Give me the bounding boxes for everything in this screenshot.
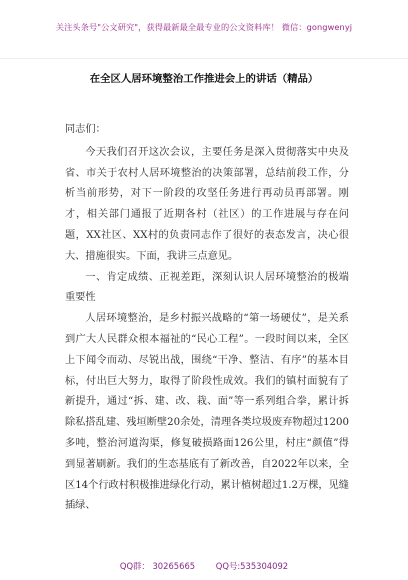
paragraph: 今天我们召开这次会议，主要任务是深入贯彻落实中央及省、市关于农村人居环境整治的决策部署，总结前段工作，分析当前形势，对下一阶段的攻坚任务进行再动员再部署。刚才，相关部门通报了近期各村（社区）的工作进展与存在问题，XX社区、XX村的负责同志作了很好的表态发言，决心很大、措施很实。下面，我讲三点意见。 <box>65 146 349 262</box>
greeting: 同志们： <box>65 124 106 135</box>
section-heading: 一、肯定成绩、正视差距，深刻认识人居环境整治的极端重要性 <box>65 271 349 304</box>
qq-group: QQ群： 30265665 <box>119 561 196 571</box>
qq-number: QQ号:535304092 <box>215 561 289 571</box>
banner-text: 关注头条号"公文研究"，获得最新最全最专业的公文资料库！ 微信：gongwenyj <box>55 22 353 32</box>
paragraph: 人居环境整治，是乡村振兴战略的“第一场硬仗”，是关系到广大人民群众根本福祉的“民心工程”。一段时间以来，全区上下闻令而动、尽锐出战，围绕“干净、整洁、有序”的基本目标，付出巨大努力，取得了阶段性成效。我们的镇村面貌有了新提升，通过“拆、建、改、栽、面”等一系列组合拳，累计拆除私搭乱建、残垣断壁20余处，清理各类垃圾废弃物超过1200多吨，整治河道沟渠，修复破损路面126公里，村庄“颜值”得到显著刷新。我们的生态基底有了新改善，自2022年以来，全区14个行政村积极推进绿化行动，累计植树超过1.2万棵，见缝插绿、 <box>65 313 349 512</box>
header-banner <box>0 0 408 59</box>
document-title: 在全区人居环境整治工作推进会上的讲话（精品） <box>89 73 319 85</box>
footer <box>0 560 408 572</box>
document-body <box>65 120 349 517</box>
